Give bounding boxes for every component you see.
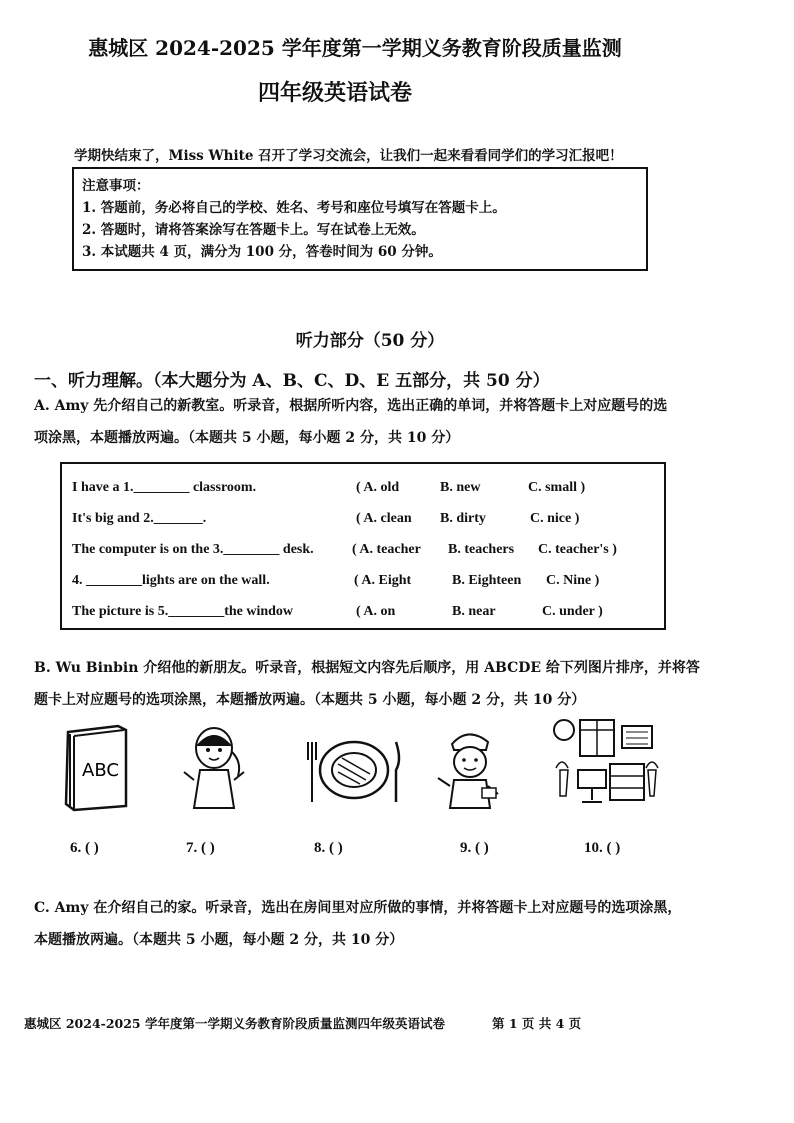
- option-b: B. teachers: [448, 542, 515, 557]
- option-b: B. dirty: [440, 511, 486, 526]
- answer-label-8: 8. ( ): [314, 840, 343, 856]
- question-sentence: The computer is on the 3.________ desk.: [72, 542, 314, 557]
- answer-label-7: 7. ( ): [186, 840, 215, 856]
- intro-text: 学期快结束了，Miss White 召开了学习交流会，让我们一起来看看同学们的学习汇报吧！: [74, 148, 623, 164]
- option-c: C. under ): [542, 604, 603, 619]
- option-c: C. teacher's ): [538, 542, 617, 557]
- question-row: [72, 511, 662, 533]
- partB-line: 题卡上对应题号的选项涂黑，本题播放两遍。（本题共 5 小题，每小题 2 分，共 10 分）: [34, 692, 586, 708]
- question-row: [72, 542, 662, 564]
- option-a: ( A. teacher: [352, 542, 421, 557]
- partA-instruction: [34, 390, 734, 454]
- partC-line: C. Amy 在介绍自己的家。听录音，选出在房间里对应所做的事情，并将答题卡上对应题号的选项涂黑，: [34, 900, 682, 916]
- partB-instruction: [34, 652, 734, 716]
- notes-heading: 注意事项：: [82, 178, 150, 194]
- notes-item: 1. 答题前，务必将自己的学校、姓名、考号和座位号填写在答题卡上。: [82, 200, 506, 216]
- option-a: ( A. on: [356, 604, 396, 619]
- steak-picture: [304, 736, 404, 806]
- option-a: ( A. Eight: [354, 573, 412, 588]
- room-picture: [550, 716, 662, 808]
- option-b: B. Eighteen: [452, 573, 522, 588]
- option-c: C. small ): [528, 480, 586, 495]
- answer-label-10: 10. ( ): [584, 840, 621, 856]
- question-sentence: It's big and 2._______.: [72, 511, 207, 526]
- book-picture: [60, 722, 132, 812]
- option-c: C. Nine ): [546, 573, 600, 588]
- footer-title: 惠城区 2024-2025 学年度第一学期义务教育阶段质量监测四年级英语试卷: [24, 1016, 445, 1031]
- answer-label-6: 6. ( ): [70, 840, 99, 856]
- question-sentence: 4. ________lights are on the wall.: [72, 573, 270, 588]
- partA-line: A. Amy 先介绍自己的新教室。听录音，根据所听内容，选出正确的单词，并将答题卡上对应题号的选: [34, 398, 668, 414]
- option-b: B. new: [440, 480, 481, 495]
- option-a: ( A. clean: [356, 511, 412, 526]
- exam-subtitle: 四年级英语试卷: [257, 80, 412, 106]
- option-a: ( A. old: [356, 480, 400, 495]
- question-row: [72, 604, 662, 626]
- page-number: 第 1 页 共 4 页: [492, 1016, 582, 1031]
- book-text: ABC: [82, 760, 119, 781]
- answer-label-9: 9. ( ): [460, 840, 489, 856]
- chef-picture: [436, 724, 506, 810]
- girl-picture: [180, 720, 250, 812]
- question-row: [72, 480, 662, 502]
- exam-title: 惠城区 2024-2025 学年度第一学期义务教育阶段质量监测: [88, 36, 622, 60]
- section-title: 听力部分（50 分）: [295, 331, 445, 351]
- notes-item: 3. 本试题共 4 页，满分为 100 分，答卷时间为 60 分钟。: [82, 244, 442, 260]
- question-sentence: The picture is 5.________the window: [72, 604, 294, 619]
- partA-question-box: [60, 462, 666, 630]
- question-row: [72, 573, 662, 595]
- partB-line: B. Wu Binbin 介绍他的新朋友。听录音，根据短文内容先后顺序，用 ABCDE 给下列图片排序，并将答: [34, 660, 700, 676]
- option-c: C. nice ): [530, 511, 580, 526]
- partA-line: 项涂黑，本题播放两遍。（本题共 5 小题，每小题 2 分，共 10 分）: [34, 430, 460, 446]
- part1-title: 一、听力理解。（本大题分为 A、B、C、D、E 五部分，共 50 分）: [34, 371, 550, 391]
- question-sentence: I have a 1.________ classroom.: [72, 480, 257, 495]
- option-b: B. near: [452, 604, 496, 619]
- notes-item: 2. 答题时，请将答案涂写在答题卡上。写在试卷上无效。: [82, 222, 425, 238]
- partC-instruction: [34, 892, 734, 956]
- notes-box: [72, 167, 648, 271]
- partC-line: 本题播放两遍。（本题共 5 小题，每小题 2 分，共 10 分）: [34, 932, 404, 948]
